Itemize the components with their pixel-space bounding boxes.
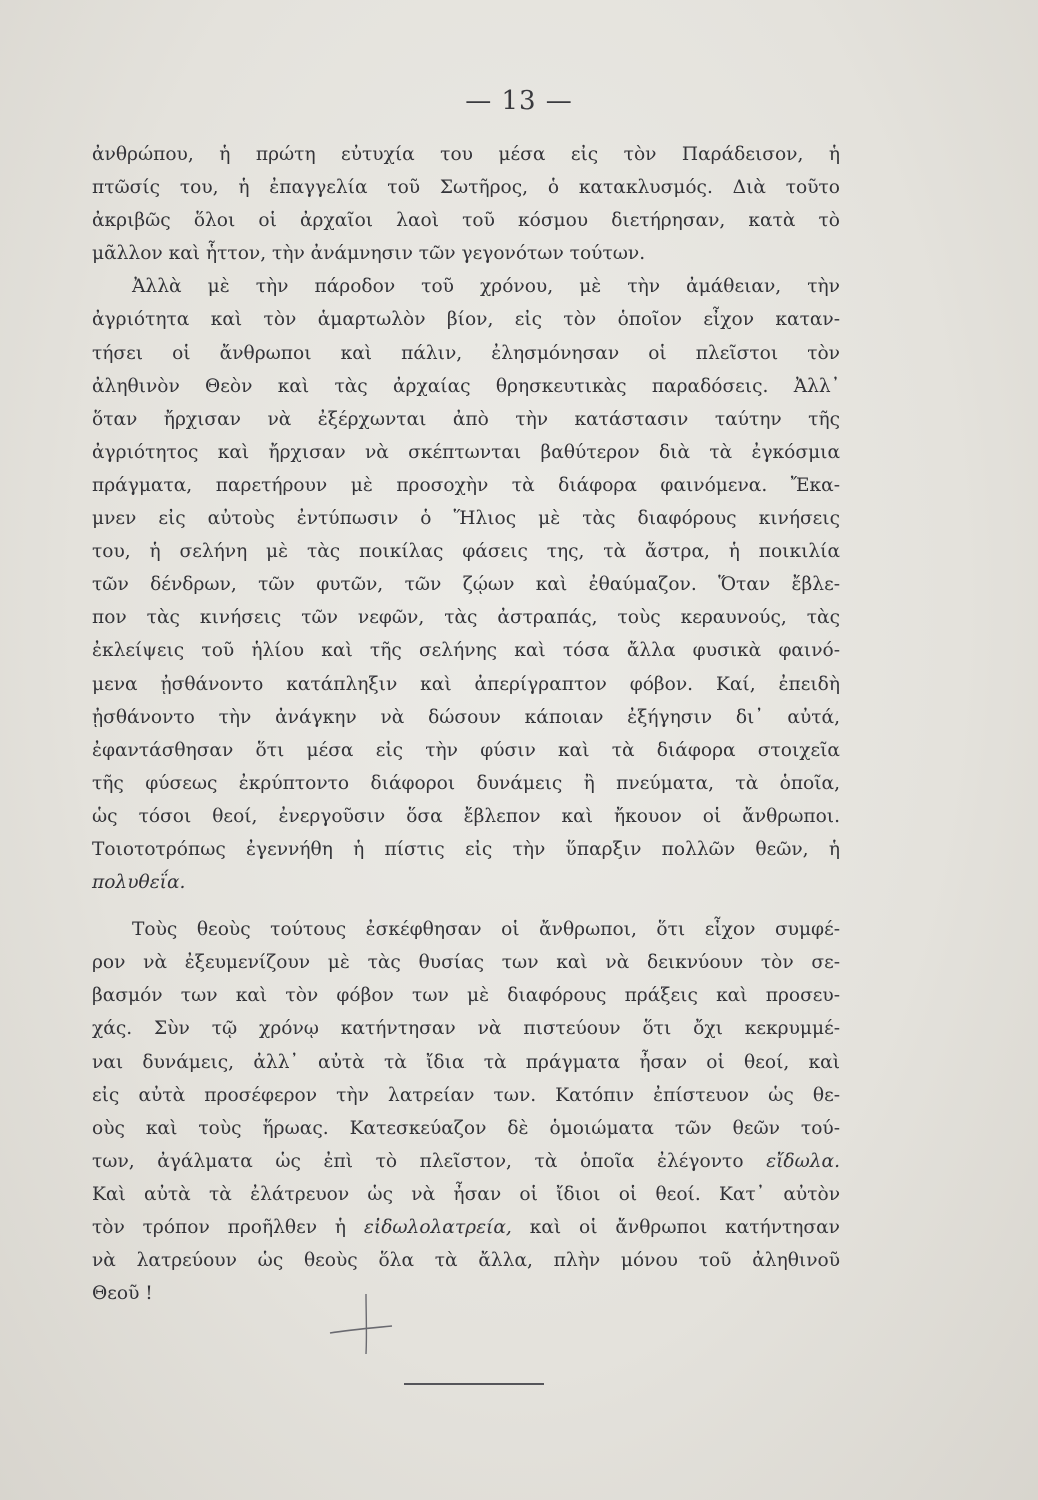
text-line: Καὶ αὐτὰ τὰ ἐλάτρευον ὡς νὰ ἦσαν οἱ ἴδιοι οἱ θεοί. Κατ᾿ αὐτὸν [92, 1183, 840, 1205]
paragraph-1 [92, 138, 840, 270]
text-line: τήσει οἱ ἄνθρωποι καὶ πάλιν, ἐλησμόνησαν οἱ πλεῖστοι τὸν [92, 342, 840, 364]
text-line [92, 1211, 840, 1244]
text-line: Τοιοτοτρόπως ἐγεννήθη ἡ πίστις εἰς τὴν ὕπαρξιν πολλῶν θεῶν, ἡ [92, 838, 840, 860]
text-fragment: καὶ οἱ ἄνθρωποι κατήντησαν [511, 1217, 840, 1238]
text-line: εἰς αὐτὰ προσέφερον τὴν λατρείαν των. Κατόπιν ἐπίστευον ὡς θε- [92, 1084, 840, 1106]
text-line [92, 1145, 840, 1178]
text-line: τῆς φύσεως ἐκρύπτοντο διάφοροι δυνάμεις ἢ πνεύματα, τὰ ὁποῖα, [92, 772, 840, 794]
text-line: μνεν εἰς αὐτοὺς ἐντύπωσιν ὁ Ἥλιος μὲ τὰς διαφόρους κινήσεις [92, 508, 840, 530]
text-fragment: των, ἀγάλματα ὡς ἐπὶ τὸ πλεῖστον, τὰ ὁποῖα ἐλέγοντο [92, 1150, 767, 1172]
text-line: Τοὺς θεοὺς τούτους ἐσκέφθησαν οἱ ἄνθρωποι, ὅτι εἶχον συμφέ- [132, 919, 840, 941]
text-line: πον τὰς κινήσεις τῶν νεφῶν, τὰς ἀστραπάς, τοὺς κεραυνούς, τὰς [92, 607, 840, 629]
text-line: ἀγριότητος καὶ ἤρχισαν νὰ σκέπτωνται βαθύτερον διὰ τὰ ἐγκόσμια [92, 441, 840, 463]
emphasis-idolatry: εἰδωλολατρεία, [363, 1217, 512, 1238]
text-line: μᾶλλον καὶ ἧττον, τὴν ἀνάμνησιν τῶν γεγονότων τούτων. [92, 243, 646, 265]
text-line: ναι δυνάμεις, ἀλλ᾿ αὐτὰ τὰ ἴδια τὰ πράγματα ἦσαν οἱ θεοί, καὶ [92, 1051, 840, 1073]
paragraph-2 [92, 270, 840, 899]
text-line: ᾐσθάνοντο τὴν ἀνάγκην νὰ δώσουν κάποιαν ἐξήγησιν δι᾿ αὐτά, [92, 706, 840, 728]
end-rule [404, 1383, 544, 1385]
body-text [92, 138, 840, 1310]
text-line: ρον νὰ ἐξευμενίζουν μὲ τὰς θυσίας των καὶ νὰ δεικνύουν τὸν σε- [92, 952, 840, 974]
emphasis-idols: εἴδωλα. [766, 1150, 840, 1172]
text-line: βασμόν των καὶ τὸν φόβον των μὲ διαφόρους πράξεις καὶ προσευ- [92, 985, 840, 1007]
page-number: — 13 — [465, 86, 573, 116]
text-line: ἀκριβῶς ὅλοι οἱ ἀρχαῖοι λαοὶ τοῦ κόσμου διετήρησαν, κατὰ τὸ [92, 210, 840, 232]
text-line: Θεοῦ ! [92, 1283, 153, 1305]
text-line: ἀγριότητα καὶ τὸν ἁμαρτωλὸν βίον, εἰς τὸν ὁποῖον εἶχον καταν- [92, 309, 840, 331]
text-line: ἀληθινὸν Θεὸν καὶ τὰς ἀρχαίας θρησκευτικὰς παραδόσεις. Ἀλλ᾿ [92, 375, 840, 397]
pencil-cross-mark [320, 1290, 400, 1360]
paragraph-3 [92, 913, 840, 1310]
text-line: νὰ λατρεύουν ὡς θεοὺς ὅλα τὰ ἄλλα, πλὴν μόνου τοῦ ἀληθινοῦ [92, 1250, 840, 1272]
text-line: ἐκλείψεις τοῦ ἡλίου καὶ τῆς σελήνης καὶ τόσα ἄλλα φυσικὰ φαινό- [92, 640, 840, 662]
text-line: πτῶσίς του, ἡ ἐπαγγελία τοῦ Σωτῆρος, ὁ κατακλυσμός. Διὰ τοῦτο [92, 177, 840, 199]
text-line: μενα ᾐσθάνοντο κατάπληξιν καὶ ἀπερίγραπτον φόβον. Καί, ἐπειδὴ [92, 673, 840, 695]
text-line: του, ἡ σελήνη μὲ τὰς ποικίλας φάσεις της, τὰ ἄστρα, ἡ ποικιλία [92, 541, 840, 563]
emphasis-polytheism: πολυθεΐα. [92, 872, 186, 894]
text-line: πράγματα, παρετήρουν μὲ προσοχὴν τὰ διάφορα φαινόμενα. Ἔκα- [92, 474, 840, 496]
text-line: ὡς τόσοι θεοί, ἐνεργοῦσιν ὅσα ἔβλεπον καὶ ἤκουον οἱ ἄνθρωποι. [92, 805, 840, 827]
text-line: ἐφαντάσθησαν ὅτι μέσα εἰς τὴν φύσιν καὶ τὰ διάφορα στοιχεῖα [92, 739, 840, 761]
text-fragment: τὸν τρόπον προῆλθεν ἡ [92, 1217, 364, 1238]
text-line: οὺς καὶ τοὺς ἥρωας. Κατεσκεύαζον δὲ ὁμοιώματα τῶν θεῶν τού- [92, 1117, 840, 1139]
text-line: τῶν δένδρων, τῶν φυτῶν, τῶν ζῴων καὶ ἐθαύμαζον. Ὅταν ἔβλε- [92, 574, 840, 596]
text-line: χάς. Σὺν τῷ χρόνῳ κατήντησαν νὰ πιστεύουν ὅτι ὄχι κεκρυμμέ- [92, 1018, 840, 1040]
text-line: ὅταν ἤρχισαν νὰ ἐξέρχωνται ἀπὸ τὴν κατάστασιν ταύτην τῆς [92, 408, 840, 430]
text-line: ἀνθρώπου, ἡ πρώτη εὐτυχία του μέσα εἰς τὸν Παράδεισον, ἡ [92, 144, 840, 165]
text-line: Ἀλλὰ μὲ τὴν πάροδον τοῦ χρόνου, μὲ τὴν ἀμάθειαν, τὴν [132, 276, 840, 298]
